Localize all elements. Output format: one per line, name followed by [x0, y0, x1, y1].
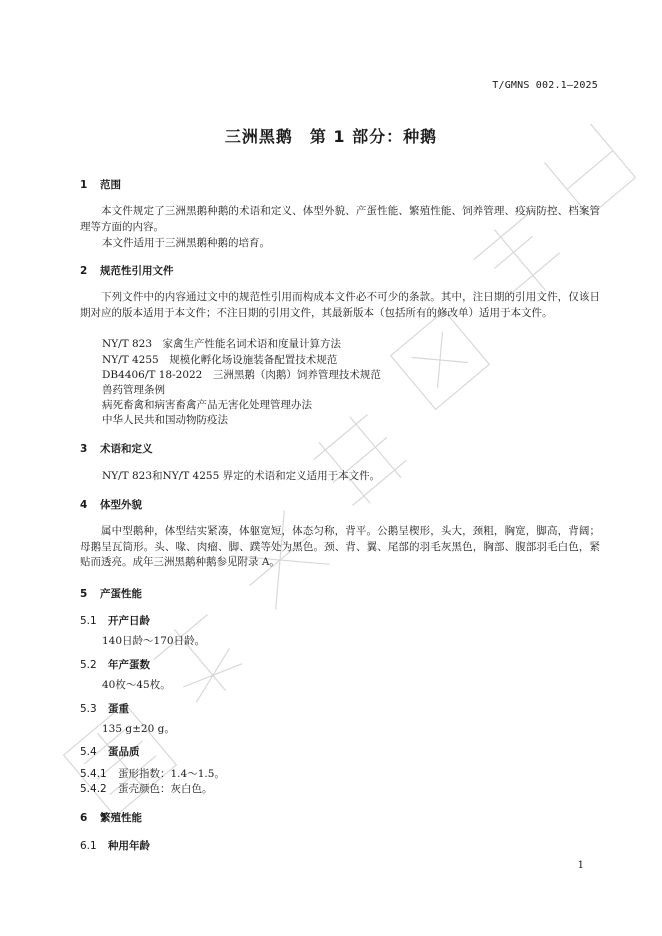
- paragraph: 135 g±20 g。: [102, 723, 175, 735]
- section-heading: 1 范围: [80, 179, 121, 191]
- paragraph: 属中型鹅种，体型结实紧凑，体躯宽短，体态匀称，背平。公鹅呈楔形，头大，颈粗，胸宽，脚高，背阔；母鹅呈瓦筒形。头、喙、肉瘤、脚、蹼等处为黑色。颈、背、翼、尾部的羽毛灰黑色，胸部、腹部羽毛白色，紧贴而透亮。成年三洲黑鹅种鹅参见附录 A。: [80, 525, 600, 568]
- watermark-glyph-2: [147, 607, 252, 713]
- reference-item: DB4406/T 18-2022 三洲黑鹅（肉鹅）饲养管理技术规范: [102, 369, 381, 381]
- document-title: 三洲黑鹅 第 1 部分：种鹅: [224, 127, 438, 146]
- section-heading: 3 术语和定义: [80, 443, 153, 455]
- clause-item: 5.4.1 蛋形指数：1.4～1.5。: [80, 768, 225, 780]
- reference-item: 中华人民共和国动物防疫法: [102, 414, 228, 426]
- subsection-heading: 5.1 开产日龄: [80, 615, 150, 627]
- subsection-heading: 5.2 年产蛋数: [80, 659, 150, 671]
- subsection-heading: 6.1 种用年龄: [80, 840, 150, 852]
- paragraph: 本文件适用于三洲黑鹅种鹅的培育。: [102, 237, 270, 249]
- paragraph: 本文件规定了三洲黑鹅种鹅的术语和定义、体型外貌、产蛋性能、繁殖性能、饲养管理、疫病防控、档案管理等方面的内容。: [80, 205, 600, 233]
- document-code: T/GMNS 002.1—2025: [492, 80, 598, 91]
- reference-item: 病死畜禽和病害畜禽产品无害化处理管理办法: [102, 399, 312, 411]
- reference-item: NY/T 823 家禽生产性能名词术语和度量计算方法: [102, 338, 342, 350]
- clause-item: 5.4.2 蛋壳颜色：灰白色。: [80, 783, 213, 795]
- watermark-glyph-5: [391, 311, 490, 410]
- watermark-glyph-4: [307, 407, 412, 513]
- paragraph: 40枚～45枚。: [102, 679, 171, 691]
- page-number: 1: [577, 860, 584, 871]
- section-heading: 2 规范性引用文件: [80, 265, 174, 277]
- section-heading: 4 体型外貌: [80, 499, 142, 511]
- subsection-heading: 5.3 蛋重: [80, 703, 129, 715]
- subsection-heading: 5.4 蛋品质: [80, 746, 140, 758]
- paragraph: 下列文件中的内容通过文中的规范性引用而构成本文件必不可少的条款。其中，注日期的引用文件，仅该日期对应的版本适用于本文件；不注日期的引用文件，其最新版本（包括所有的修改单）适用于本文件。: [80, 291, 600, 319]
- section-heading: 6 繁殖性能: [80, 812, 142, 824]
- paragraph: 140日龄～170日龄。: [102, 635, 206, 647]
- reference-item: NY/T 4255 规模化孵化场设施装备配置技术规范: [102, 354, 338, 366]
- paragraph: NY/T 823和NY/T 4255 界定的术语和定义适用于本文件。: [102, 470, 381, 482]
- reference-item: 兽药管理条例: [102, 384, 165, 396]
- section-heading: 5 产蛋性能: [80, 588, 142, 600]
